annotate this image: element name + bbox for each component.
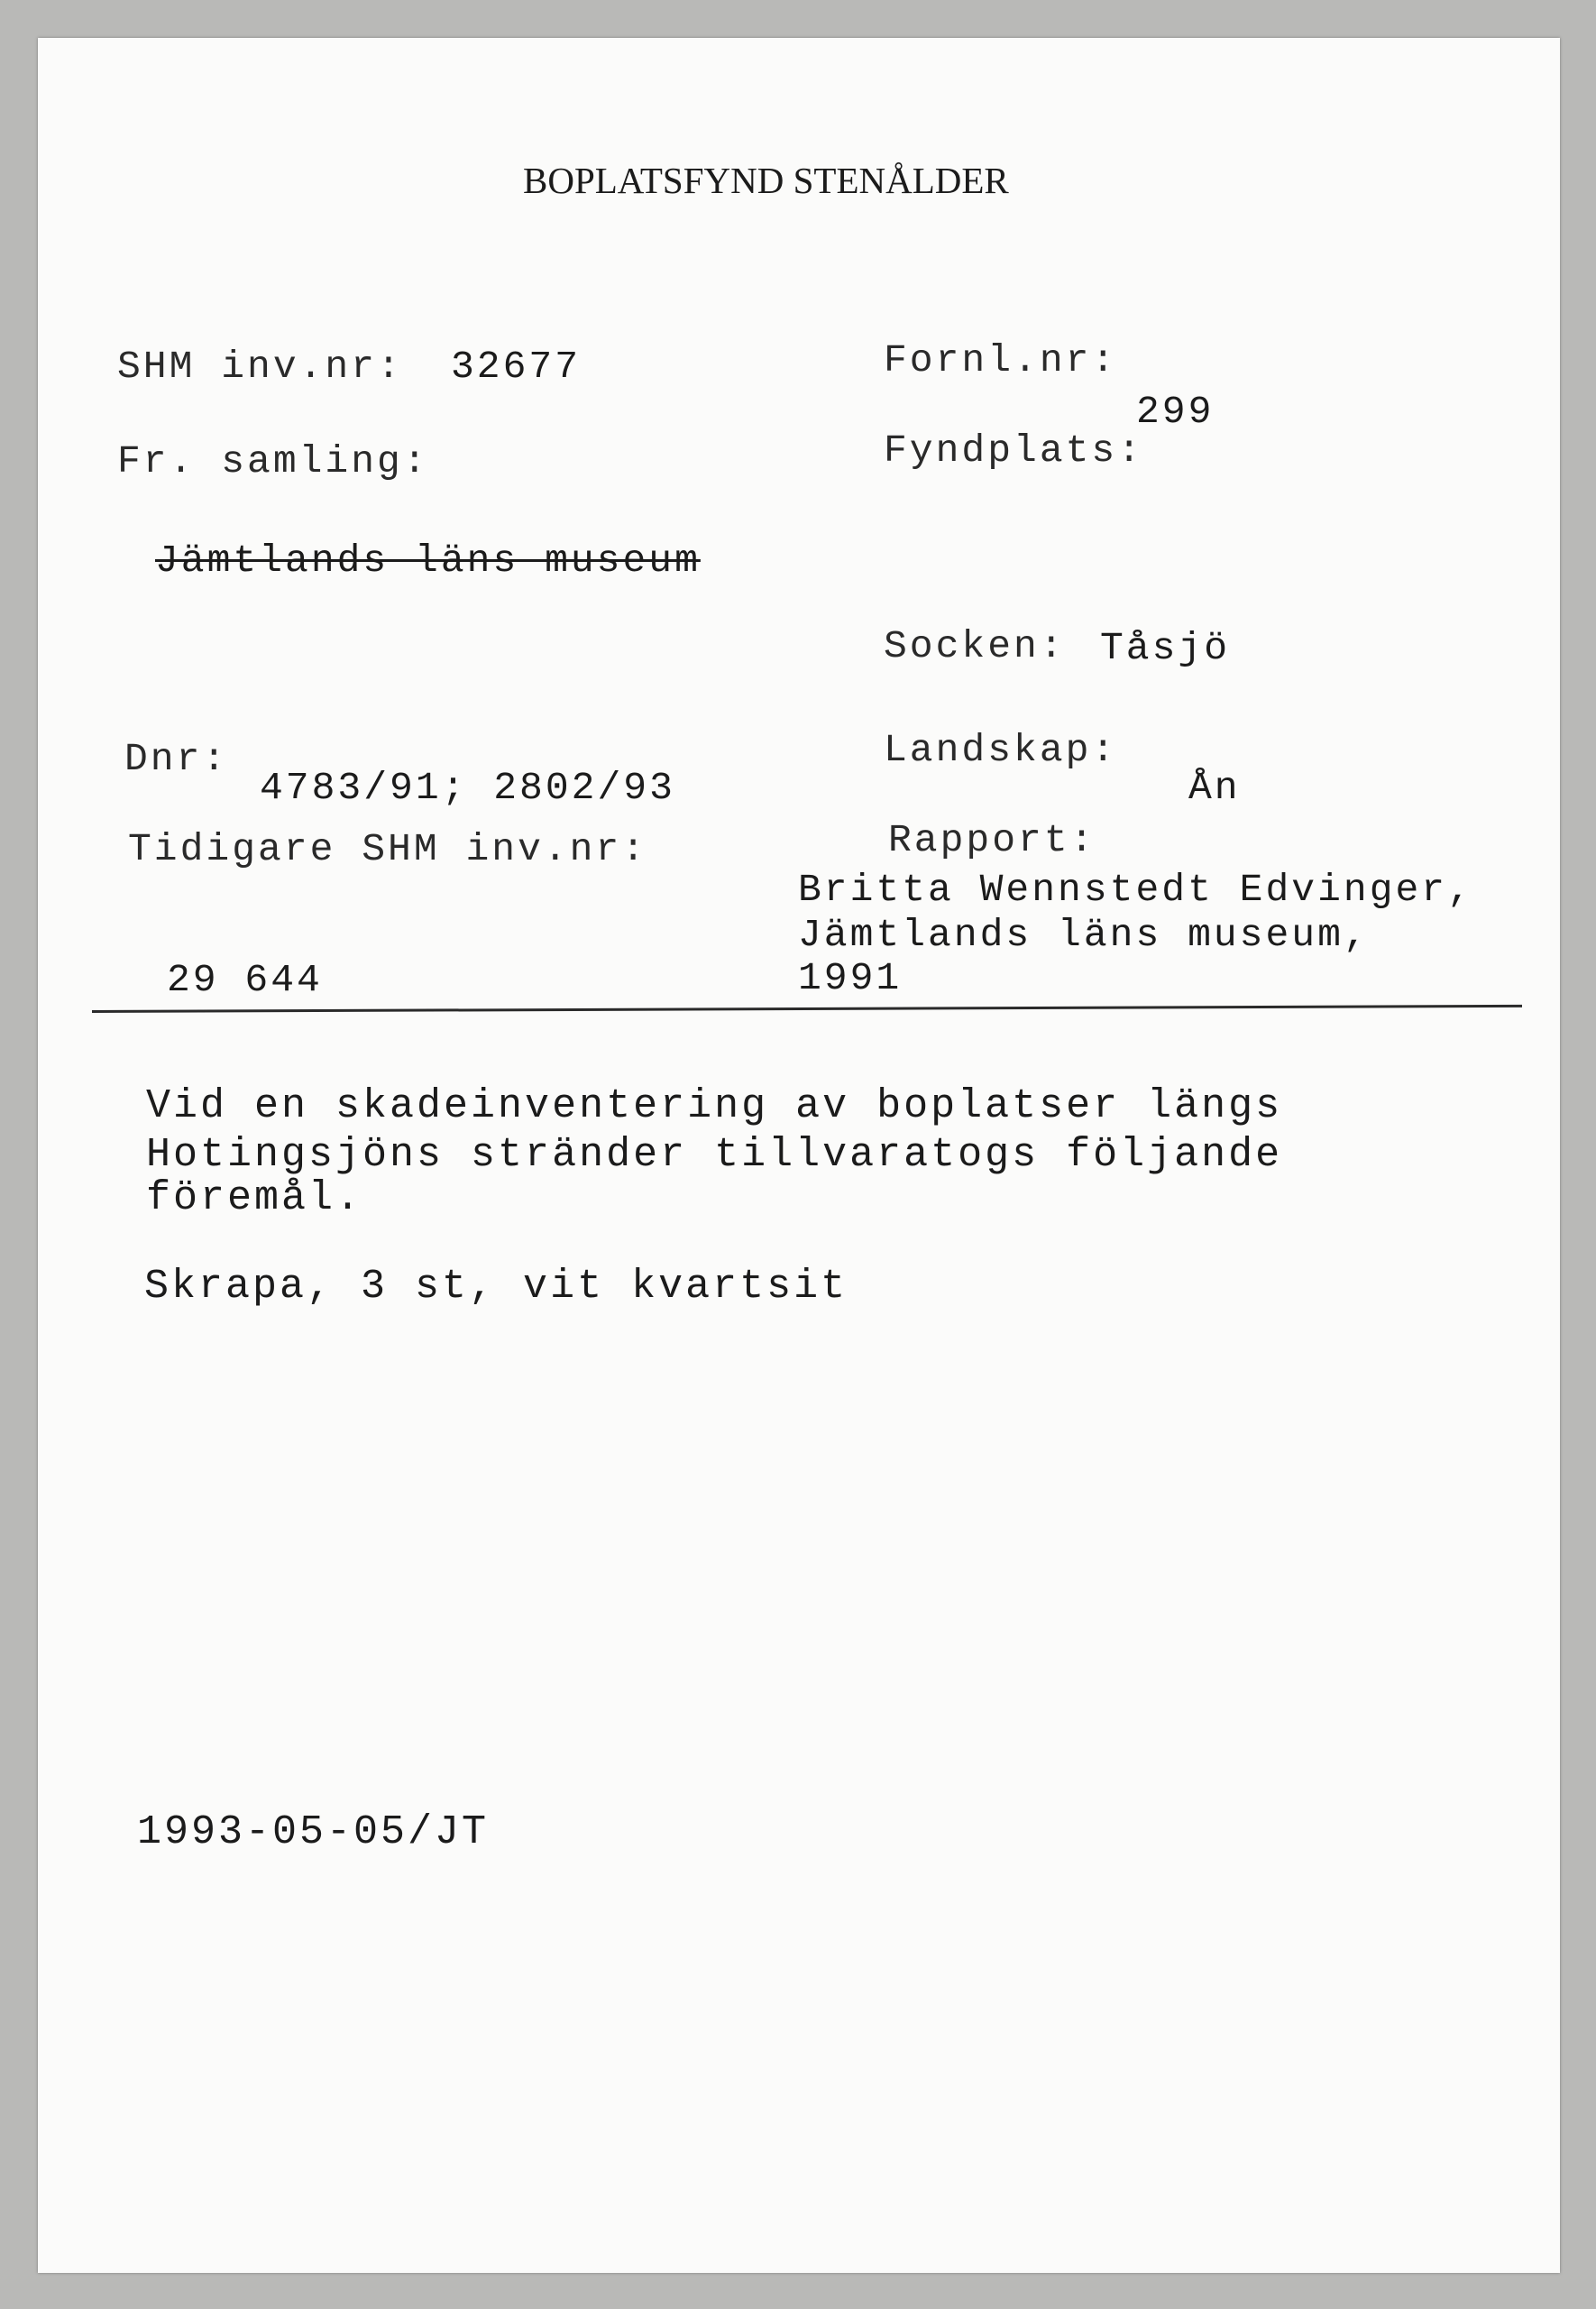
shm-inv-value: 32677 — [451, 345, 582, 389]
rapport-label: Rapport: — [888, 818, 1096, 862]
card-title: BOPLATSFYND STENÅLDER — [523, 160, 1009, 201]
finds-text: Skrapa, 3 st, vit kvartsit — [144, 1264, 848, 1310]
fornl-label: Fornl.nr: — [884, 338, 1118, 382]
dnr-label: Dnr: — [124, 737, 229, 781]
shm-inv-label: SHM inv.nr: — [117, 345, 403, 389]
landskap-label: Landskap: — [884, 728, 1118, 772]
socken-label: Socken: — [884, 624, 1066, 668]
fornl-value: 299 — [1136, 390, 1215, 434]
tidigare-shm-value: 29 644 — [167, 958, 323, 1002]
description-line: Vid en skadeinventering av boplatser längs — [146, 1083, 1283, 1129]
rapport-line: Jämtlands läns museum, — [798, 913, 1370, 957]
rapport-line: Britta Wennstedt Edvinger, — [798, 868, 1473, 912]
description-line: Hotingsjöns stränder tillvaratogs följande — [146, 1132, 1283, 1178]
description-line: föremål. — [146, 1175, 363, 1221]
dnr-value: 4783/91; 2802/93 — [260, 766, 675, 810]
tidigare-shm-label: Tidigare SHM inv.nr: — [128, 827, 648, 871]
signature-date: 1993-05-05/JT — [137, 1809, 490, 1855]
rapport-line: 1991 — [798, 956, 903, 1000]
socken-value: Tåsjö — [1100, 626, 1231, 670]
fr-samling-label: Fr. samling: — [117, 439, 429, 483]
landskap-value: Ån — [1188, 766, 1241, 810]
fr-samling-value: Jämtlands läns museum — [155, 538, 701, 583]
fyndplats-label: Fyndplats: — [884, 428, 1144, 473]
